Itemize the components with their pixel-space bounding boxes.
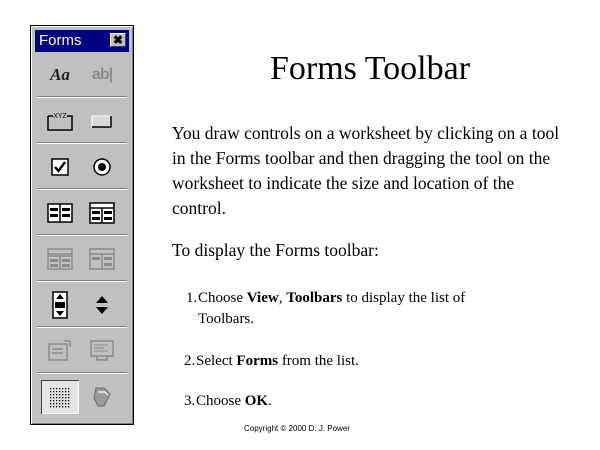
group-box-tool[interactable] bbox=[41, 104, 79, 138]
copyright-notice: Copyright © 2000 D. J. Power bbox=[244, 424, 350, 433]
toolbar-title: Forms bbox=[39, 32, 82, 49]
scroll-bar-tool[interactable] bbox=[41, 288, 79, 322]
run-dialog-icon bbox=[90, 384, 114, 410]
combo-box-tool[interactable] bbox=[83, 196, 121, 230]
step-text: to display the list of bbox=[342, 290, 466, 306]
step-text: Choose bbox=[198, 290, 247, 306]
edit-box-tool[interactable] bbox=[83, 58, 121, 92]
spinner-tool[interactable] bbox=[83, 288, 121, 322]
list-box-icon bbox=[46, 201, 74, 225]
step-text: Choose bbox=[196, 393, 245, 409]
edit-code-icon bbox=[88, 338, 116, 364]
toolbar-separator bbox=[37, 326, 127, 328]
label-icon: Aa bbox=[50, 65, 70, 84]
toggle-grid-tool[interactable] bbox=[41, 380, 79, 414]
step-text: , bbox=[278, 290, 287, 306]
step-bold-text: Forms bbox=[236, 353, 279, 369]
control-properties-tool[interactable] bbox=[41, 334, 79, 368]
run-dialog-tool[interactable] bbox=[83, 380, 121, 414]
step-number: 2. bbox=[184, 353, 196, 369]
edit-box-icon: ab| bbox=[91, 66, 113, 83]
close-icon: ✖ bbox=[112, 33, 124, 47]
intro-paragraph: You draw controls on a worksheet by clicking on a tool in the Forms toolbar and then dragging the tool on the worksheet to indicate the size and location of the control. bbox=[172, 123, 560, 218]
step-text: . bbox=[268, 393, 272, 409]
step-continuation: Toolbars. bbox=[198, 311, 255, 327]
spinner-icon bbox=[94, 293, 110, 317]
close-button[interactable] bbox=[110, 33, 126, 47]
step-bold-text: View bbox=[246, 290, 279, 306]
step-text: from the list. bbox=[278, 353, 359, 369]
combination-dropdown-edit-icon bbox=[88, 247, 116, 271]
toolbar-separator bbox=[37, 372, 127, 374]
toolbar-separator bbox=[37, 142, 127, 144]
step-number: 1. bbox=[186, 290, 198, 306]
toolbar-titlebar[interactable] bbox=[35, 30, 129, 52]
combination-dropdown-edit-tool[interactable] bbox=[83, 242, 121, 276]
option-button-tool[interactable] bbox=[83, 150, 121, 184]
control-properties-icon bbox=[46, 338, 74, 364]
step-bold-text: Toolbars bbox=[286, 290, 343, 306]
toolbar-separator bbox=[37, 234, 127, 236]
list-item bbox=[186, 288, 566, 330]
group-box-icon bbox=[45, 108, 75, 134]
toolbar-separator bbox=[37, 96, 127, 98]
check-box-icon bbox=[49, 156, 71, 178]
toolbar-separator bbox=[37, 188, 127, 190]
combination-list-edit-icon bbox=[46, 247, 74, 271]
option-button-icon bbox=[91, 156, 113, 178]
combo-box-icon bbox=[88, 201, 116, 225]
step-number: 3. bbox=[184, 393, 196, 409]
step-text: Select bbox=[196, 353, 237, 369]
button-icon bbox=[89, 111, 115, 131]
list-box-tool[interactable] bbox=[41, 196, 79, 230]
list-item bbox=[184, 351, 564, 372]
list-item bbox=[184, 391, 564, 412]
label-tool[interactable] bbox=[41, 58, 79, 92]
scroll-bar-icon bbox=[51, 291, 69, 319]
toggle-grid-icon bbox=[46, 384, 74, 410]
forms-toolbar bbox=[30, 25, 134, 425]
combination-list-edit-tool[interactable] bbox=[41, 242, 79, 276]
svg-text:XYZ: XYZ bbox=[53, 113, 67, 120]
slide-title: Forms Toolbar bbox=[269, 50, 471, 87]
step-bold-text: OK bbox=[244, 393, 269, 409]
edit-code-tool[interactable] bbox=[83, 334, 121, 368]
toolbar-separator bbox=[37, 280, 127, 282]
display-heading: To display the Forms toolbar: bbox=[172, 240, 379, 260]
button-tool[interactable] bbox=[83, 104, 121, 138]
check-box-tool[interactable] bbox=[41, 150, 79, 184]
